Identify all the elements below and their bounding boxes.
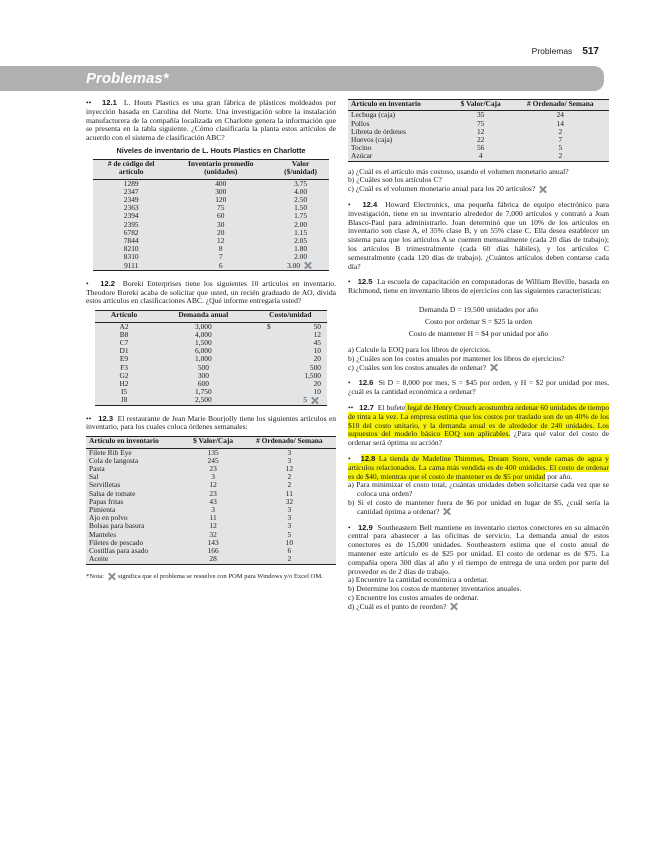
table-cell: 35 [476, 110, 485, 120]
highlighted-text: La tienda de Madeline Thimmes, Dream Store, vende camas de agua y artículos relacionados. La cama más vendida es de 400 unidades. El costo de ordenar es de $40, mientras que el costo de mantener es de $5 por unidad [348, 453, 609, 481]
page-number: 517 [582, 46, 599, 57]
inventory-levels-table [93, 159, 329, 271]
table-cell: E9 [119, 354, 129, 364]
table-row [348, 152, 609, 161]
table-cell: Manteles [89, 529, 117, 539]
table-cell: Sal [89, 472, 99, 482]
table-cell: 20 [313, 354, 321, 364]
problem-12-5: • 12.5 La escuela de capacitación en computadoras de William Beville, basada en Richmond, tiene en inventario libros de ejercicios con las siguientes características: [348, 277, 609, 296]
table-cell [254, 380, 271, 388]
table-cell: 600 [197, 379, 209, 389]
table-row [95, 355, 327, 363]
table-cell: 3 [287, 521, 292, 531]
table-cell: 7 [218, 252, 223, 262]
question-item: c) Encuentre los costos anuales de ordenar. [348, 592, 479, 602]
table-cell: 8210 [123, 244, 139, 254]
table-cell: D1 [119, 346, 129, 356]
questions-12-9 [348, 576, 609, 611]
table-cell: 12 [217, 236, 225, 246]
table-row [95, 396, 327, 405]
restaurant-inventory-table-continued [348, 99, 609, 162]
table-cell: 3 [287, 447, 292, 457]
table-cell: 6 [218, 260, 223, 270]
table-cell: Bolsas para basura [89, 521, 145, 531]
table-cell: 300 [215, 186, 227, 196]
table-cell: 1.75 [294, 211, 308, 221]
table-cell: 2 [287, 480, 292, 490]
table-cell: 12 [209, 521, 217, 531]
table-cell: 500 [197, 362, 209, 372]
table-cell: 30 [217, 219, 225, 229]
column-header: Artículo [110, 310, 138, 320]
table-cell: A2 [119, 321, 129, 331]
table-cell: 120 [215, 195, 227, 204]
table-cell: 2347 [123, 186, 139, 196]
table-cell: 2395 [123, 219, 139, 229]
table-cell [254, 355, 271, 363]
pom-icon [442, 508, 453, 515]
table-cell: 50 [313, 321, 321, 331]
problem-number: 12.3 [98, 413, 114, 423]
table-cell: 5 [558, 143, 563, 153]
problem-number: 12.2 [100, 278, 116, 288]
table-cell: Tocino [351, 143, 372, 153]
table-cell: 75 [217, 203, 225, 213]
table-cell: 3 [211, 505, 215, 515]
table-cell: 8 [218, 244, 223, 254]
footnote: *Nota: significa que el problema se resuelve con POM para Windows y/o Excel OM. [86, 572, 323, 580]
questions-12-3 [348, 168, 609, 194]
table-cell: 11 [285, 488, 293, 498]
table-cell: 1.50 [294, 203, 308, 213]
table-cell: 4,000 [195, 329, 212, 339]
running-header [532, 46, 599, 57]
table-cell: Costillas para asado [89, 546, 149, 556]
question-item: a) Encuentre la cantidad económica a ordenar. [348, 575, 489, 585]
equation: Costo de mantener H = $4 por unidad por año [408, 328, 549, 338]
equation: Demanda D = 19,500 unidades por año [418, 304, 539, 314]
table-cell: 32 [285, 496, 294, 506]
table-cell: 22 [476, 135, 485, 145]
problem-12-2: • 12.2 Boreki Enterprises tiene los siguientes 10 artículos en inventario. Theodore Boreki acaba de solicitar que usted, un recién graduado de AO, divida estos artículos en clasificaciones ABC. ¿Qué informe entregaría usted? [86, 278, 337, 306]
column-header: Artículo en inventario [351, 99, 421, 108]
table-cell: C7 [119, 338, 129, 348]
pom-icon [107, 573, 118, 580]
table-cell: 1.80 [294, 244, 308, 254]
table-cell: 2 [287, 554, 292, 564]
table-cell: 2363 [123, 203, 139, 213]
table-cell: I5 [120, 387, 128, 397]
table-cell: Azúcar [351, 151, 373, 161]
table-cell [254, 396, 271, 405]
problem-number: 12.5 [357, 277, 373, 287]
table-cell: 7844 [123, 236, 139, 246]
question-item: b) ¿Cuáles son los artículos C? [348, 175, 442, 185]
table-cell: 2349 [123, 195, 139, 204]
table-cell: 1289 [123, 178, 139, 188]
table-cell: 2 [558, 126, 563, 136]
table-cell: 2.00 [294, 219, 308, 229]
table-cell: 1,500 [195, 338, 212, 348]
pom-icon [489, 364, 500, 371]
table-cell: 3.75 [294, 178, 308, 188]
boreki-items-table [95, 310, 327, 405]
question-item: b) Determine los costos de mantener inventarios anuales. [348, 584, 522, 594]
table-cell: 10 [285, 537, 294, 547]
column-header: Valor ($/unidad) [284, 158, 317, 177]
table-cell: 4 [478, 151, 483, 161]
table-row [86, 555, 336, 564]
table-cell: Salsa de tomate [89, 488, 136, 498]
problem-number: 12.9 [357, 522, 373, 532]
question-item: c) ¿Cuáles son los costos anuales de ordenar? [348, 364, 609, 373]
table-cell: F3 [120, 362, 128, 372]
pom-icon [310, 397, 321, 404]
table-cell: 75 [476, 118, 485, 128]
table-cell: 3 [287, 505, 292, 515]
problem-number: 12.6 [358, 378, 374, 388]
table-cell: 166 [207, 546, 219, 556]
table-cell: 2.05 [294, 236, 308, 246]
table-cell: 6,000 [195, 346, 212, 356]
table-cell: 10 [313, 387, 321, 397]
table-cell: 3.00 [272, 262, 329, 271]
table-cell: Pollos [351, 118, 370, 128]
questions-12-5 [348, 346, 609, 372]
table-cell: 23 [209, 488, 217, 498]
table-cell: G2 [119, 370, 129, 380]
table-cell: 14 [556, 118, 564, 128]
problem-12-3: •• 12.3 El restaurante de Jean Marie Bourjolly tiene los siguientes artículos en inventario, para los cuales coloca órdenes semanales: [86, 413, 337, 432]
table-cell: 400 [215, 178, 227, 188]
table-cell: 3 [211, 472, 215, 482]
table-cell: 2,500 [195, 395, 212, 405]
right-column [348, 99, 609, 612]
table-cell: 7 [558, 135, 563, 145]
table-cell: 11 [209, 513, 217, 523]
highlighted-text: legal de Henry Crouch acostumbra ordenar 60 unidades de tiempo de tinta a la vez. La empresa estima que los costos por traslado son de un 40% de los $10 del costo unitario, y la demanda anual es de alrededor de 240 unidades. Los supuestos del modelo básico EOQ son aplicables. [348, 402, 610, 439]
pom-icon [449, 603, 460, 610]
table-cell: 60 [217, 211, 225, 221]
problem-12-9: • 12.9 Southeastern Bell mantiene en inventario ciertos conectores en su almacén central para abastecer a las oficinas de servicio. La demanda anual de estos conectores es de 15,000 unidades. Southeastern estima que el costo anual de mantener este artículo es de $25 por unidad. El costo de ordenar es de $75. La compañía opera 300 días al año y el tiempo de entrega de una orden por parte del proveedor es de 2 días de trabajo. [348, 522, 609, 576]
column-header: # Ordenado/ Semana [256, 436, 323, 446]
column-header: # de código del artículo [107, 158, 155, 177]
table-cell: 143 [207, 537, 219, 547]
left-column [86, 99, 336, 580]
table-cell: 2.50 [294, 195, 308, 204]
problem-number: 12.1 [102, 98, 117, 107]
table-cell: 20 [313, 379, 321, 389]
table-cell: 3 [287, 513, 292, 523]
table-cell: 10 [313, 346, 321, 356]
problem-number: 12.7 [359, 402, 374, 412]
table-cell: H2 [119, 379, 129, 389]
equation: Costo por ordenar S = $25 la orden [425, 316, 532, 326]
table-cell: 2394 [123, 211, 139, 221]
question-item: b) ¿Cuáles son los costos anuales por mantener los libros de ejercicios? [348, 353, 565, 363]
section-banner [0, 66, 604, 91]
table-cell: Filetes de pescado [89, 537, 144, 547]
question-item: b) Si el costo de mantener fuera de $6 por unidad en lugar de $5, ¿cuál sería la cantidad óptima a ordenar? [348, 497, 609, 516]
column-header: Inventario promedio (unidades) [188, 158, 254, 177]
table-cell: 8310 [123, 252, 139, 262]
section-title: Problemas* [86, 70, 169, 87]
table-row [95, 364, 327, 372]
column-header: # Ordenado/ Semana [527, 99, 594, 108]
table-cell: $ [266, 321, 271, 331]
table-cell [254, 372, 271, 380]
column-header: Artículo en inventario [89, 436, 159, 446]
table-cell: 135 [207, 447, 219, 457]
table-cell: 3,000 [195, 321, 212, 331]
table-cell: 12 [313, 329, 321, 339]
restaurant-inventory-table [86, 436, 336, 564]
table-cell: Libreta de órdenes [351, 126, 406, 136]
table-cell: Lechuga (caja) [351, 110, 396, 120]
problem-12-4: • 12.4 Howard Electronics, una pequeña fábrica de equipo electrónico para investigación, tiene en su inventario alrededor de 7,000 artículos y contrató a Joan Blasco-Paul para administrarlo. Joan determinó que un 10% de los artículos en inventario son clase A, el 35% clase B, y un 55% clase C. Ella desea establecer un sistema para que los artículos A se cuenten mensualmente (cada 20 días de trabajo); los artículos B trimestralmente (cada 60 días hábiles), y los artículos C semestralmente (cada 120 días de trabajo). ¿Cuántos artículos deben contarse cada día? [348, 200, 609, 271]
table-cell: 20 [217, 227, 225, 237]
running-title: Problemas [531, 46, 573, 56]
table-cell: 4.00 [294, 186, 308, 196]
table-cell: Servilletas [89, 480, 121, 490]
problem-number: 12.4 [362, 200, 378, 210]
pom-icon [303, 262, 314, 269]
table-cell: 1,500 [304, 370, 321, 380]
table-cell: 32 [209, 529, 217, 539]
table-cell: Papas fritas [89, 496, 124, 506]
table-cell: 500 [309, 362, 321, 372]
question-item: a) Para minimizar el costo total, ¿cuántas unidades deben solicitarse cada vez que se coloca una orden? [348, 480, 609, 499]
question-item: a) ¿Cuál es el artículo más costoso, usando el volumen monetario anual? [348, 166, 569, 176]
table-cell [254, 364, 271, 372]
question-item: a) Calcule la EOQ para los libros de ejercicios. [348, 344, 491, 354]
column-header: $ Valor/Caja [193, 436, 234, 446]
table-cell: 245 [207, 455, 219, 465]
problem-12-6: • 12.6 Si D = 8,000 por mes, S = $45 por orden, y H = $2 por unidad por mes, ¿cuál es la cantidad económica a ordenar? [348, 378, 609, 397]
table-cell: 6 [287, 546, 292, 556]
table-cell: Pasta [89, 464, 105, 474]
table-cell: 45 [313, 338, 321, 348]
questions-12-8 [348, 481, 609, 516]
table-cell: Ajo en polvo [89, 513, 128, 523]
table-cell: 23 [209, 464, 217, 474]
table-cell: 1.15 [294, 227, 308, 237]
table-cell: 28 [209, 554, 217, 564]
pom-icon [538, 186, 549, 193]
table-cell: 12 [209, 480, 217, 490]
problem-number: 12.8 [360, 453, 376, 463]
problem-12-7: •• 12.7 El bufete legal de Henry Crouch acostumbra ordenar 60 unidades de tiempo de tinta a la vez. La empresa estima que los costos por traslado son de un 40% de los $10 del costo unitario, y la demanda anual es de alrededor de 240 unidades. Los supuestos del modelo básico EOQ son aplicables. ¿Para qué valor del costo de ordenar será óptima su acción? [348, 402, 610, 448]
table-cell [254, 388, 271, 396]
table-cell: 3 [287, 455, 292, 465]
table-row [93, 262, 329, 271]
table-cell: B8 [119, 329, 129, 339]
table-cell [254, 331, 271, 339]
table-cell: 6782 [123, 227, 139, 237]
table-cell: Aceite [89, 554, 109, 564]
table-cell: J8 [120, 395, 128, 405]
table-row [95, 372, 327, 380]
table-cell: 1,750 [195, 387, 212, 397]
table-cell: 56 [476, 143, 485, 153]
table-cell: Pimienta [89, 505, 116, 515]
table-cell: 1,000 [195, 354, 212, 364]
table-cell: 5 [271, 396, 327, 405]
question-item: c) ¿Cuál es el volumen monetario anual para los 20 artículos? [348, 185, 609, 194]
column-header: Demanda anual [178, 310, 229, 320]
table-cell: Filete Rib Eye [89, 447, 132, 457]
table-caption: Niveles de inventario de L. Houts Plastics en Charlotte [116, 145, 306, 155]
problem-12-8: • 12.8 La tienda de Madeline Thimmes, Dream Store, vende camas de agua y artículos relacionados. La cama más vendida es de 400 unidades. El costo de ordenar es de $40, mientras que el costo de mantener es de $5 por unidad por año. [348, 453, 609, 481]
table-cell: 12 [285, 464, 294, 474]
table-cell: 300 [197, 370, 209, 380]
table-cell: 9111 [124, 260, 139, 270]
table-cell: 2.00 [294, 252, 308, 262]
table-cell: 2 [558, 151, 563, 161]
column-header: Costo/unidad [269, 310, 312, 320]
table-cell: 24 [556, 110, 564, 120]
table-cell: 12 [476, 126, 485, 136]
table-cell [254, 347, 271, 355]
table-cell: Cola de langosta [89, 455, 139, 465]
table-cell [254, 339, 271, 347]
table-cell: 5 [287, 529, 292, 539]
table-cell: 43 [209, 496, 217, 506]
problem-12-1: •• 12.1 L. Houts Plastics es una gran fábrica de plásticos moldeados por inyección basada en Carolina del Norte. Una investigación sobre la instalación manufacturera de la compañía localizada en Charlotte genera la información que se presenta en la tabla siguiente. ¿Cómo clasificaría la planta estos artículos de acuerdo con el sistema de clasificación ABC? [86, 98, 337, 143]
question-item: d) ¿Cuál es el punto de reorden? [348, 603, 609, 612]
column-header: $ Valor/Caja [460, 99, 501, 108]
table-cell: 2 [287, 472, 292, 482]
table-cell: Huevos (caja) [351, 135, 393, 145]
equations-12-5 [348, 304, 609, 340]
